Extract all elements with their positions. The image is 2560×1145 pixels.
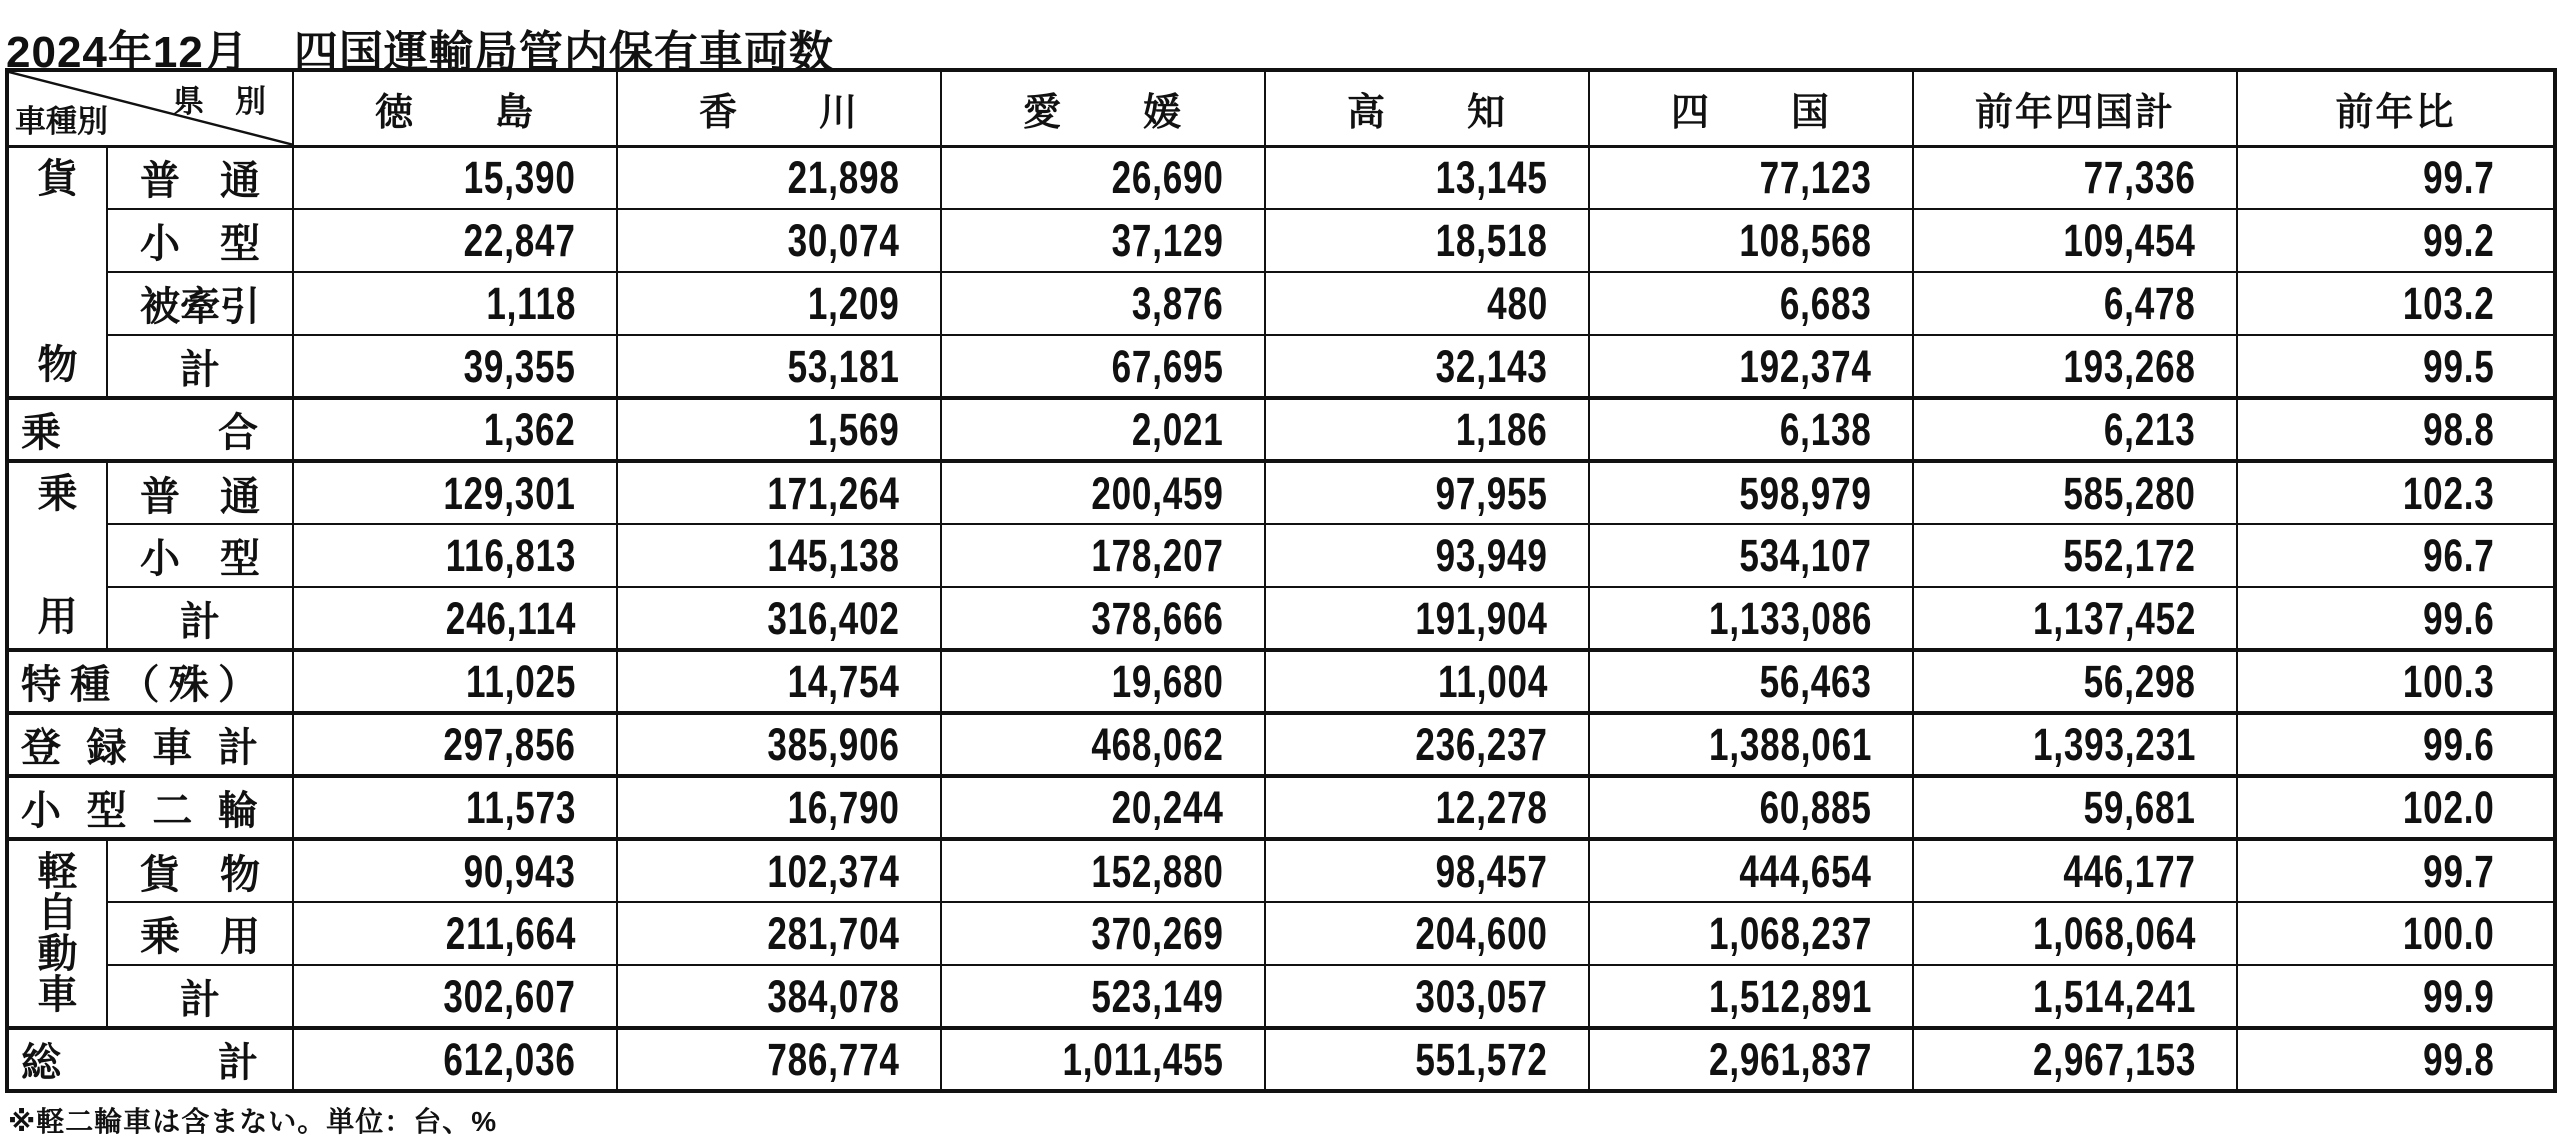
data-cell: 786,774 xyxy=(617,1028,941,1091)
data-cell: 246,114 xyxy=(293,587,617,650)
row-label: 乗合 xyxy=(7,398,293,461)
data-cell: 1,569 xyxy=(617,398,941,461)
data-cell: 1,011,455 xyxy=(941,1028,1265,1091)
data-cell: 99.7 xyxy=(2237,146,2555,209)
row-label: 登録車計 xyxy=(7,713,293,776)
group-label: 軽 自 動 車 xyxy=(7,839,107,1028)
data-cell: 6,213 xyxy=(1913,398,2237,461)
corner-prefecture-label: 県 別 xyxy=(173,84,266,119)
data-cell: 90,943 xyxy=(293,839,617,902)
row-label: 小型二輪 xyxy=(7,776,293,839)
data-cell: 193,268 xyxy=(1913,335,2237,398)
data-cell: 56,298 xyxy=(1913,650,2237,713)
data-cell: 446,177 xyxy=(1913,839,2237,902)
data-cell: 316,402 xyxy=(617,587,941,650)
data-cell: 14,754 xyxy=(617,650,941,713)
data-cell: 39,355 xyxy=(293,335,617,398)
data-cell: 6,478 xyxy=(1913,272,2237,335)
data-cell: 99.9 xyxy=(2237,965,2555,1028)
table-row xyxy=(7,335,2555,398)
data-cell: 303,057 xyxy=(1265,965,1589,1028)
data-cell: 20,244 xyxy=(941,776,1265,839)
data-cell: 53,181 xyxy=(617,335,941,398)
table-row xyxy=(7,902,2555,965)
vehicle-stats-table xyxy=(5,68,2557,1093)
data-cell: 1,068,237 xyxy=(1589,902,1913,965)
table-row xyxy=(7,650,2555,713)
data-cell: 1,186 xyxy=(1265,398,1589,461)
column-header: 前年四国計 xyxy=(1913,70,2237,146)
data-cell: 598,979 xyxy=(1589,461,1913,524)
data-cell: 552,172 xyxy=(1913,524,2237,587)
row-label: 総計 xyxy=(7,1028,293,1091)
data-cell: 523,149 xyxy=(941,965,1265,1028)
data-cell: 102.0 xyxy=(2237,776,2555,839)
data-cell: 1,512,891 xyxy=(1589,965,1913,1028)
data-cell: 145,138 xyxy=(617,524,941,587)
data-cell: 56,463 xyxy=(1589,650,1913,713)
data-cell: 171,264 xyxy=(617,461,941,524)
data-cell: 178,207 xyxy=(941,524,1265,587)
group-label: 貨 物 xyxy=(7,146,107,398)
table-row xyxy=(7,461,2555,524)
data-cell: 19,680 xyxy=(941,650,1265,713)
table-row xyxy=(7,776,2555,839)
data-cell: 67,695 xyxy=(941,335,1265,398)
data-cell: 2,021 xyxy=(941,398,1265,461)
data-cell: 100.3 xyxy=(2237,650,2555,713)
data-cell: 378,666 xyxy=(941,587,1265,650)
data-cell: 152,880 xyxy=(941,839,1265,902)
data-cell: 385,906 xyxy=(617,713,941,776)
table-row xyxy=(7,713,2555,776)
data-cell: 6,683 xyxy=(1589,272,1913,335)
data-cell: 1,118 xyxy=(293,272,617,335)
data-cell: 102,374 xyxy=(617,839,941,902)
data-cell: 13,145 xyxy=(1265,146,1589,209)
data-cell: 1,514,241 xyxy=(1913,965,2237,1028)
data-cell: 96.7 xyxy=(2237,524,2555,587)
header-row xyxy=(7,70,2555,146)
data-cell: 116,813 xyxy=(293,524,617,587)
data-cell: 93,949 xyxy=(1265,524,1589,587)
footnote: ※軽二輪車は含まない。単位：台、% xyxy=(8,1106,498,1137)
data-cell: 77,336 xyxy=(1913,146,2237,209)
row-label: 特種（殊） xyxy=(7,650,293,713)
row-label: 小 型 xyxy=(107,209,293,272)
data-table xyxy=(5,68,2557,1093)
data-cell: 1,137,452 xyxy=(1913,587,2237,650)
corner-cell xyxy=(7,70,293,146)
row-label: 小 型 xyxy=(107,524,293,587)
row-label: 普 通 xyxy=(107,461,293,524)
data-cell: 3,876 xyxy=(941,272,1265,335)
data-cell: 37,129 xyxy=(941,209,1265,272)
table-row xyxy=(7,1028,2555,1091)
column-header: 香 川 xyxy=(617,70,941,146)
data-cell: 99.8 xyxy=(2237,1028,2555,1091)
row-label: 貨 物 xyxy=(107,839,293,902)
data-cell: 77,123 xyxy=(1589,146,1913,209)
data-cell: 612,036 xyxy=(293,1028,617,1091)
data-cell: 98,457 xyxy=(1265,839,1589,902)
data-cell: 97,955 xyxy=(1265,461,1589,524)
table-row xyxy=(7,398,2555,461)
page-title: 2024年12月 四国運輸局管内保有車両数 xyxy=(6,28,834,78)
table-row xyxy=(7,146,2555,209)
data-cell: 99.7 xyxy=(2237,839,2555,902)
data-cell: 192,374 xyxy=(1589,335,1913,398)
row-label: 被牽引 xyxy=(107,272,293,335)
data-cell: 534,107 xyxy=(1589,524,1913,587)
data-cell: 16,790 xyxy=(617,776,941,839)
data-cell: 11,025 xyxy=(293,650,617,713)
column-header: 徳 島 xyxy=(293,70,617,146)
data-cell: 1,068,064 xyxy=(1913,902,2237,965)
data-cell: 585,280 xyxy=(1913,461,2237,524)
column-header: 愛 媛 xyxy=(941,70,1265,146)
data-cell: 99.5 xyxy=(2237,335,2555,398)
data-cell: 99.6 xyxy=(2237,587,2555,650)
data-cell: 6,138 xyxy=(1589,398,1913,461)
row-label: 計 xyxy=(107,587,293,650)
table-row xyxy=(7,587,2555,650)
data-cell: 102.3 xyxy=(2237,461,2555,524)
row-label: 計 xyxy=(107,965,293,1028)
data-cell: 11,004 xyxy=(1265,650,1589,713)
data-cell: 11,573 xyxy=(293,776,617,839)
data-cell: 1,362 xyxy=(293,398,617,461)
data-cell: 59,681 xyxy=(1913,776,2237,839)
data-cell: 302,607 xyxy=(293,965,617,1028)
data-cell: 281,704 xyxy=(617,902,941,965)
data-cell: 22,847 xyxy=(293,209,617,272)
data-cell: 26,690 xyxy=(941,146,1265,209)
data-cell: 1,133,086 xyxy=(1589,587,1913,650)
data-cell: 2,967,153 xyxy=(1913,1028,2237,1091)
column-header: 前年比 xyxy=(2237,70,2555,146)
data-cell: 444,654 xyxy=(1589,839,1913,902)
column-header: 四 国 xyxy=(1589,70,1913,146)
data-cell: 204,600 xyxy=(1265,902,1589,965)
table-row xyxy=(7,839,2555,902)
table-row xyxy=(7,272,2555,335)
data-cell: 1,393,231 xyxy=(1913,713,2237,776)
data-cell: 103.2 xyxy=(2237,272,2555,335)
data-cell: 15,390 xyxy=(293,146,617,209)
table-row xyxy=(7,209,2555,272)
data-cell: 2,961,837 xyxy=(1589,1028,1913,1091)
data-cell: 99.2 xyxy=(2237,209,2555,272)
data-cell: 468,062 xyxy=(941,713,1265,776)
row-label: 乗 用 xyxy=(107,902,293,965)
corner-vehicle-type-label: 車種別 xyxy=(15,103,108,139)
row-label: 普 通 xyxy=(107,146,293,209)
data-cell: 21,898 xyxy=(617,146,941,209)
data-cell: 129,301 xyxy=(293,461,617,524)
data-cell: 18,518 xyxy=(1265,209,1589,272)
table-row xyxy=(7,965,2555,1028)
data-cell: 191,904 xyxy=(1265,587,1589,650)
data-cell: 370,269 xyxy=(941,902,1265,965)
data-cell: 109,454 xyxy=(1913,209,2237,272)
data-cell: 236,237 xyxy=(1265,713,1589,776)
table-row xyxy=(7,524,2555,587)
data-cell: 1,209 xyxy=(617,272,941,335)
column-header: 高 知 xyxy=(1265,70,1589,146)
data-cell: 551,572 xyxy=(1265,1028,1589,1091)
group-label: 乗 用 xyxy=(7,461,107,650)
data-cell: 108,568 xyxy=(1589,209,1913,272)
data-cell: 32,143 xyxy=(1265,335,1589,398)
data-cell: 200,459 xyxy=(941,461,1265,524)
data-cell: 30,074 xyxy=(617,209,941,272)
data-cell: 12,278 xyxy=(1265,776,1589,839)
data-cell: 98.8 xyxy=(2237,398,2555,461)
row-label: 計 xyxy=(107,335,293,398)
data-cell: 211,664 xyxy=(293,902,617,965)
data-cell: 60,885 xyxy=(1589,776,1913,839)
data-cell: 100.0 xyxy=(2237,902,2555,965)
data-cell: 1,388,061 xyxy=(1589,713,1913,776)
data-cell: 480 xyxy=(1265,272,1589,335)
data-cell: 384,078 xyxy=(617,965,941,1028)
data-cell: 99.6 xyxy=(2237,713,2555,776)
data-cell: 297,856 xyxy=(293,713,617,776)
